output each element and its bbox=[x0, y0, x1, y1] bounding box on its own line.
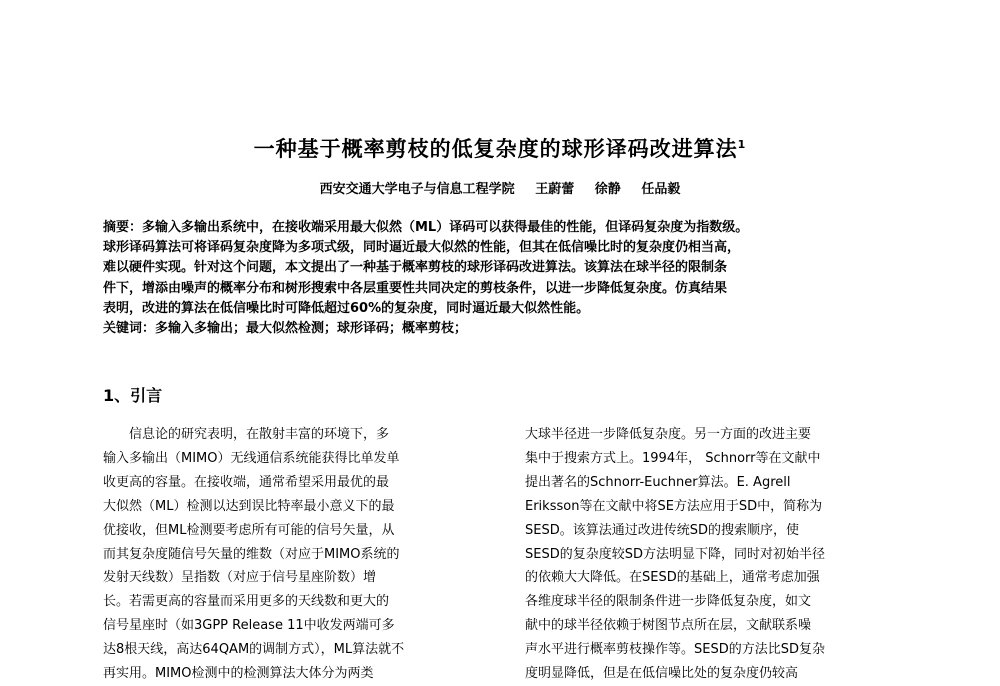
body-line: 信号星座时（如3GPP Release 11中收发两端可多 bbox=[103, 618, 395, 634]
body-line: 再实用。MIMO检测中的检测算法大体分为两类 bbox=[103, 666, 374, 682]
body-line: 的依赖大大降低。在SESD的基础上，通常考虑加强 bbox=[525, 570, 820, 586]
body-line: 长。若需更高的容量而采用更多的天线数和更大的 bbox=[103, 594, 390, 610]
body-line: 大球半径进一步降低复杂度。另一方面的改进主要 bbox=[525, 427, 812, 442]
body-line: 大似然（ML）检测以达到误比特率最小意义下的最 bbox=[103, 498, 395, 514]
body-line: 输入多输出（MIMO）无线通信系统能获得比单发单 bbox=[103, 450, 400, 466]
abstract-line: 摘要：多输入多输出系统中，在接收端采用最大似然（ML）译码可以获得最佳的性能，但译码复杂度为指数级。 bbox=[103, 220, 749, 235]
abstract-line: 难以硬件实现。针对这个问题，本文提出了一种基于概率剪枝的球形译码改进算法。该算法在球半径的限制条 bbox=[103, 260, 728, 276]
body-line: 发射天线数）呈指数（对应于信号星座阶数）增 bbox=[103, 570, 377, 586]
abstract bbox=[103, 218, 923, 339]
body-line: 优接收，但ML检测要考虑所有可能的信号矢量，从 bbox=[103, 522, 395, 538]
body-line: 而其复杂度随信号矢量的维数（对应于MIMO系统的 bbox=[103, 546, 400, 562]
body-line: 收更高的容量。在接收端，通常希望采用最优的最 bbox=[103, 474, 390, 490]
body-line: 集中于搜索方式上。1994年， Schnorr等在文献中 bbox=[525, 450, 821, 466]
keywords-line: 关键词：多输入多输出；最大似然检测；球形译码；概率剪枝； bbox=[103, 321, 468, 337]
abstract-line: 球形译码算法可将译码复杂度降为多项式级，同时逼近最大似然的性能，但其在低信噪比时的复杂度仍相当高， bbox=[103, 240, 741, 256]
body-line: 各维度球半径的限制条件进一步降低复杂度，如文 bbox=[525, 594, 812, 610]
author-name: 任品毅 bbox=[641, 182, 681, 197]
author-name: 徐静 bbox=[594, 182, 621, 197]
body-line: 提出著名的Schnorr-Euchner算法。E. Agrell bbox=[525, 474, 791, 490]
author-name: 王蔚蕾 bbox=[535, 182, 575, 197]
body-line: SESD的复杂度较SD方法明显下降，同时对初始半径 bbox=[525, 546, 825, 562]
body-line: 献中的球半径依赖于树图节点所在层，文献联系噪 bbox=[525, 618, 812, 634]
left-column bbox=[103, 423, 503, 686]
paper-title bbox=[0, 131, 1000, 163]
section-heading: 1、引言 bbox=[103, 386, 163, 405]
abstract-line: 表明，改进的算法在低信噪比时可降低超过60%的复杂度，同时逼近最大似然性能。 bbox=[103, 300, 590, 316]
body-line: 声水平进行概率剪枝操作等。SESD的方法比SD复杂 bbox=[525, 642, 825, 658]
right-column bbox=[525, 423, 925, 686]
author-line bbox=[0, 178, 1000, 197]
affiliation: 西安交通大学电子与信息工程学院 bbox=[319, 182, 515, 197]
title-footnote-mark: 1 bbox=[737, 138, 747, 151]
paper-title-text: 一种基于概率剪枝的低复杂度的球形译码改进算法 bbox=[253, 137, 738, 161]
body-line: 度明显降低，但是在低信噪比处的复杂度仍较高 bbox=[525, 666, 799, 682]
body-line: SESD。该算法通过改进传统SD的搜索顺序，使 bbox=[525, 522, 799, 538]
abstract-line: 件下，增添由噪声的概率分布和树形搜索中各层重要性共同决定的剪枝条件，以进一步降低复杂度。仿真结果 bbox=[103, 280, 728, 296]
body-line: Eriksson等在文献中将SE方法应用于SD中，简称为 bbox=[525, 498, 823, 514]
body-line: 信息论的研究表明，在散射丰富的环境下，多 bbox=[103, 427, 390, 442]
body-line: 达8根天线，高达64QAM的调制方式），ML算法就不 bbox=[103, 642, 405, 658]
